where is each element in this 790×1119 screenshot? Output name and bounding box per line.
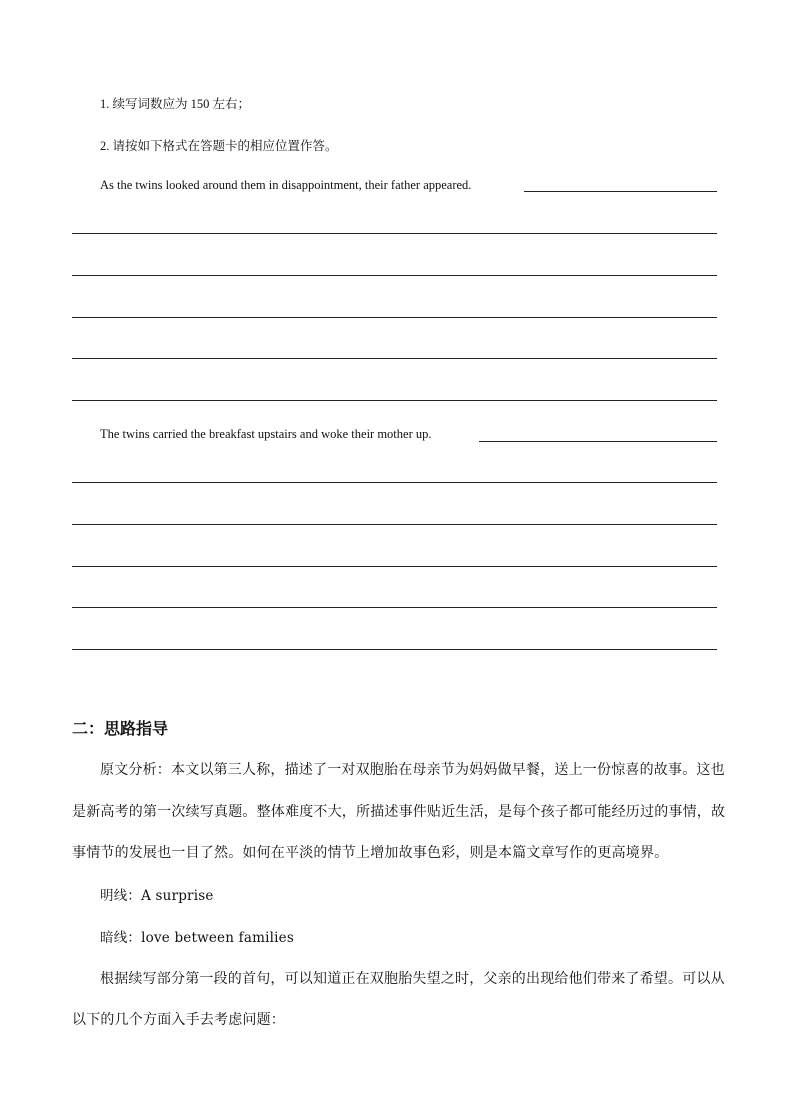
clue-implicit: 暗线：love between families [100,930,294,946]
answer-line [72,566,717,567]
answer-line [524,191,717,192]
answer-line [72,482,717,483]
paragraph2-prompt: The twins carried the breakfast upstairs and woke their mother up. [100,427,432,441]
answer-line [72,275,717,276]
approach-line-2: 以下的几个方面入手去考虑问题： [72,1012,285,1028]
analysis-line-1: 原文分析：本文以第三人称，描述了一对双胞胎在母亲节为妈妈做早餐，送上一份惊喜的故事。这也 [100,762,725,778]
approach-line-1: 根据续写部分第一段的首句，可以知道正在双胞胎失望之时，父亲的出现给他们带来了希望。可以从 [100,971,725,987]
answer-line [72,233,717,234]
paragraph1-prompt: As the twins looked around them in disappointment, their father appeared. [100,178,472,192]
answer-line [72,649,717,650]
answer-line [479,441,717,442]
answer-line [72,524,717,525]
analysis-line-2: 是新高考的第一次续写真题。整体难度不大，所描述事件贴近生活，是每个孩子都可能经历过的事情，故 [72,804,726,820]
analysis-line-3: 事情节的发展也一目了然。如何在平淡的情节上增加故事色彩，则是本篇文章写作的更高境界。 [72,845,669,861]
requirement-1: 1. 续写词数应为 150 左右； [100,97,251,111]
section-heading: 二：思路指导 [72,719,169,738]
answer-line [72,317,717,318]
answer-line [72,400,717,401]
answer-line [72,358,717,359]
clue-explicit: 明线：A surprise [100,888,214,904]
requirement-2: 2. 请按如下格式在答题卡的相应位置作答。 [100,139,338,153]
answer-line [72,607,717,608]
